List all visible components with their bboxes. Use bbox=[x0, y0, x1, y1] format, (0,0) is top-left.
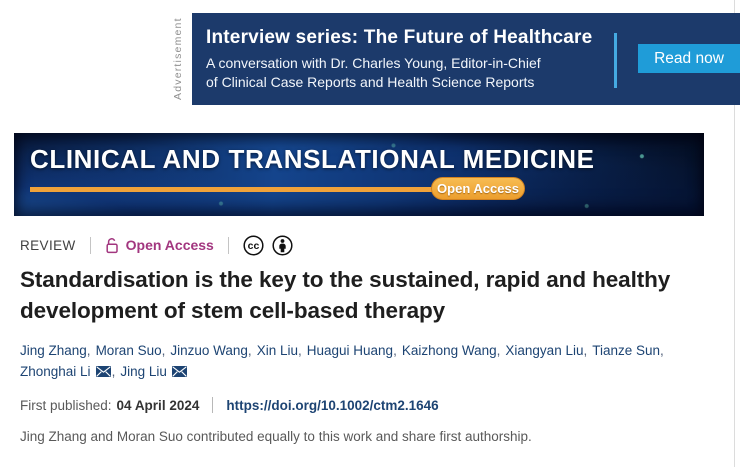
doi-link[interactable]: https://doi.org/10.1002/ctm2.1646 bbox=[226, 397, 439, 413]
author-link[interactable]: Jinzuo Wang bbox=[170, 343, 248, 358]
cc-icon[interactable] bbox=[243, 235, 264, 256]
article-title-line1: Standardisation is the key to the sustained, rapid and healthy bbox=[20, 267, 671, 292]
envelope-icon[interactable] bbox=[172, 362, 187, 383]
divider bbox=[228, 237, 229, 254]
author-separator: , bbox=[496, 343, 501, 358]
author-separator: , bbox=[660, 343, 664, 358]
open-access-badge: Open Access bbox=[431, 177, 525, 200]
divider bbox=[90, 237, 91, 254]
contribution-note: Jing Zhang and Moran Suo contributed equally to this work and share first authorship. bbox=[20, 429, 532, 444]
author-link[interactable]: Zhonghai Li bbox=[20, 364, 91, 379]
author-separator: , bbox=[297, 343, 302, 358]
article-title bbox=[20, 264, 726, 326]
first-published-date: 04 April 2024 bbox=[116, 397, 200, 413]
journal-accent-rule bbox=[30, 187, 433, 192]
article-title-line2: development of stem cell-based therapy bbox=[20, 298, 446, 323]
author-link[interactable]: Jing Liu bbox=[120, 364, 167, 379]
journal-title: CLINICAL AND TRANSLATIONAL MEDICINE bbox=[30, 144, 595, 174]
author-list bbox=[20, 340, 726, 383]
ad-subtitle bbox=[206, 54, 541, 92]
author-separator: , bbox=[111, 364, 116, 379]
author-separator: , bbox=[86, 343, 91, 358]
publication-row bbox=[20, 396, 439, 414]
first-published-label: First published: bbox=[20, 397, 112, 413]
author-link[interactable]: Xin Liu bbox=[256, 343, 298, 358]
author-separator: , bbox=[583, 343, 588, 358]
author-link[interactable]: Kaizhong Wang bbox=[401, 343, 497, 358]
article-meta-row bbox=[20, 234, 301, 256]
author-separator: , bbox=[247, 343, 252, 358]
open-lock-icon bbox=[105, 237, 119, 254]
author-link[interactable]: Huagui Huang bbox=[306, 343, 394, 358]
advertisement-label: Advertisement bbox=[172, 17, 184, 101]
author-link[interactable]: Jing Zhang bbox=[20, 343, 87, 358]
author-separator: , bbox=[161, 343, 166, 358]
ad-divider bbox=[614, 33, 617, 88]
author-link[interactable]: Moran Suo bbox=[95, 343, 162, 358]
author-link[interactable]: Xiangyan Liu bbox=[505, 343, 584, 358]
article-category: REVIEW bbox=[20, 237, 76, 253]
accessibility-person-icon[interactable] bbox=[272, 235, 293, 256]
advertisement-banner[interactable] bbox=[192, 13, 740, 105]
journal-banner[interactable] bbox=[14, 133, 704, 216]
envelope-icon[interactable] bbox=[96, 362, 111, 383]
author-link[interactable]: Tianze Sun bbox=[592, 343, 661, 358]
author-separator: , bbox=[393, 343, 397, 358]
divider bbox=[212, 397, 213, 413]
read-now-button[interactable]: Read now bbox=[638, 44, 740, 73]
svg-text:cc: cc bbox=[247, 239, 260, 252]
ad-subtitle-line2: of Clinical Case Reports and Health Science Reports bbox=[206, 74, 535, 90]
ad-title: Interview series: The Future of Healthcare bbox=[206, 27, 593, 48]
open-access-label: Open Access bbox=[125, 237, 214, 253]
ad-subtitle-line1: A conversation with Dr. Charles Young, Editor-in-Chief bbox=[206, 55, 541, 71]
